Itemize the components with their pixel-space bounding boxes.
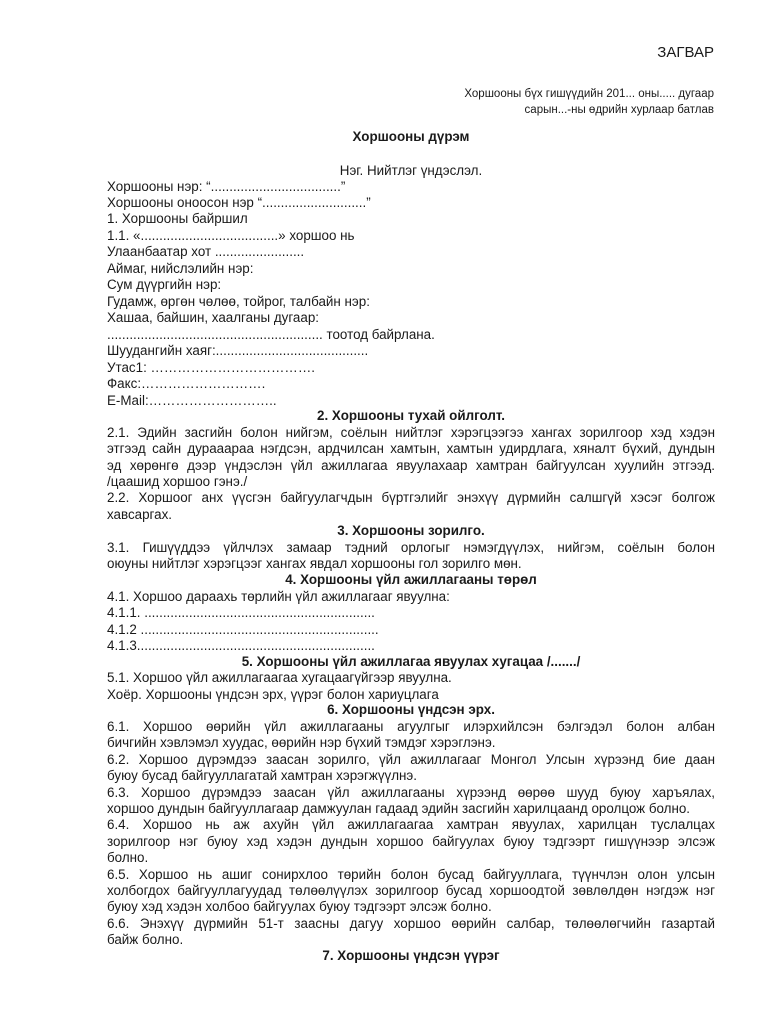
s4-line: 4.1.2 ................................................................ bbox=[107, 622, 379, 637]
s1-line: E-Mail:……………………….. bbox=[107, 393, 277, 408]
s1-line: Сум дүүргийн нэр: bbox=[107, 277, 222, 292]
section-7-heading: 7. Хоршооны үндсэн үүрэг bbox=[322, 948, 500, 963]
document-title: Хоршооны дүрэм bbox=[352, 129, 470, 144]
s6-p3-line: хоршоо дундын байгууллагаар дамжуулан гадаад эдийн засгийн харилцаанд оролцож болно. bbox=[107, 801, 691, 816]
section-6-heading: 6. Хоршооны үндсэн эрх. bbox=[327, 702, 495, 717]
s6-p6-line: байж болно. bbox=[107, 932, 184, 947]
s2-p2-line: хавсаргах. bbox=[107, 507, 172, 522]
chapter-2-heading: Хоёр. Хоршооны үндсэн эрх, үүрэг болон хариуцлага bbox=[107, 687, 439, 702]
s1-line: Шуудангийн хаяг:......................................... bbox=[107, 343, 369, 358]
s3-p1-line: оюуны нийтлэг хэрэгцээг хангах явдал хоршооны гол зорилго мөн. bbox=[107, 556, 522, 571]
s3-p1-line: 3.1. Гишүүддээ үйлчлэх замаар тэдний орлогыг нэмэгдүүлэх, нийгэм, соёлын болон bbox=[107, 540, 715, 555]
s6-p5-line: буюу хэд хэдэн холбоо байгуулах буюу тэдгээрт элсэж болно. bbox=[107, 899, 492, 914]
s1-line: .......................................................... тоотод байрлана. bbox=[107, 327, 435, 342]
s1-line: Хашаа, байшин, хаалганы дугаар: bbox=[107, 310, 319, 325]
template-label: ЗАГВАР bbox=[657, 44, 714, 61]
s2-p1-line: эд хөрөнгө дээр үндэслэн үйл ажиллагаа явуулахаар хамтран байгуулсан хуулийн этгээд. bbox=[107, 458, 715, 473]
s6-p1-line: 6.1. Хоршоо өөрийн үйл ажиллагааны агуулгыг илэрхийлсэн бэлгэдэл болон албан bbox=[107, 719, 715, 734]
s6-p2-line: 6.2. Хоршоо дүрэмдээ заасан зорилго, үйл ажиллагааг Монгол Улсын хүрээнд бие даан bbox=[107, 752, 715, 767]
s2-p2-line: 2.2. Хоршоог анх үүсгэн байгуулагчдын бүртгэлийг энэхүү дүрмийн салшгүй хэсэг болгож bbox=[107, 490, 715, 505]
s2-p1-line: /цаашид хоршоо гэнэ./ bbox=[107, 474, 248, 489]
s4-line: 4.1. Хоршоо дараахь төрлийн үйл ажиллагааг явуулна: bbox=[107, 589, 450, 604]
s6-p4-line: 6.4. Хоршоо нь аж ахуйн үйл ажиллагаагаа хамтран явуулах, харилцан туслалцах bbox=[107, 817, 715, 832]
s2-p1-line: этгээд сайн дурааараа нэгдсэн, ардчилсан хамтын, хамтын удирдлага, хяналт бүхий, дундын bbox=[107, 441, 715, 456]
s1-line: Аймаг, нийслэлийн нэр: bbox=[107, 261, 254, 276]
s6-p4-line: болно. bbox=[107, 850, 149, 865]
s1-line: Улаанбаатар хот ........................ bbox=[107, 244, 305, 259]
approval-line-1: Хоршооны бүх гишүүдийн 201... оны..... дугаар bbox=[464, 88, 714, 100]
s1-line: Хоршооны оноосон нэр “............................” bbox=[107, 195, 371, 210]
s2-p1-line: 2.1. Эдийн засгийн болон нийгэм, соёлын нийтлэг хэрэгцээгээ хангах зорилгоор хэд хэдэн bbox=[107, 425, 715, 440]
approval-line-2: сарын...-ны өдрийн хурлаар батлав bbox=[524, 104, 714, 116]
s1-line: Хоршооны нэр: “...................................” bbox=[107, 179, 346, 194]
section-2-heading: 2. Хоршооны тухай ойлголт. bbox=[317, 408, 505, 423]
section-5-heading: 5. Хоршооны үйл ажиллагаа явуулах хугацаа /......./ bbox=[241, 654, 581, 669]
s6-p6-line: 6.6. Энэхүү дүрмийн 51-т заасны дагуу хоршоо өөрийн салбар, төлөөлөгчийн газартай bbox=[107, 916, 715, 931]
s6-p2-line: буюу бусад байгууллагатай хамтран хэрэгжүүлнэ. bbox=[107, 768, 417, 783]
section-3-heading: 3. Хоршооны зорилго. bbox=[337, 523, 485, 538]
section-1-heading: Нэг. Нийтлэг үндэслэл. bbox=[339, 163, 483, 178]
s6-p5-line: 6.5. Хоршоо нь ашиг сонирхлоо төрийн болон бусад байгууллага, түүнчлэн олон улсын bbox=[107, 867, 715, 882]
s1-line: 1. Хоршооны байршил bbox=[107, 211, 248, 226]
s4-line: 4.1.3................................................................ bbox=[107, 638, 375, 653]
s6-p1-line: бичгийн хэвлэмэл хуудас, өөрийн нэр бүхий тэмдэг хэрэглэнэ. bbox=[107, 735, 496, 750]
s6-p3-line: 6.3. Хоршоо дүрэмдээ заасан үйл ажиллагааны хүрээнд өөрөө шууд буюу харъялах, bbox=[107, 785, 715, 800]
s6-p5-line: холбогдох байгууллагуудад төлөөлүүлэх зорилгоор бусад хоршоодтой зөвлөлдөн нэгдэж нэг bbox=[107, 883, 715, 898]
s6-p4-line: зорилгоор нэг буюу хэд хэдэн дундын хоршоо байгуулах буюу тэдгээрт гишүүнээр элсэж bbox=[107, 834, 715, 849]
section-4-heading: 4. Хоршооны үйл ажиллагааны төрөл bbox=[285, 572, 537, 587]
s5-line: 5.1. Хоршоо үйл ажиллагаагаа хугацаагүйгээр явуулна. bbox=[107, 670, 452, 685]
s4-line: 4.1.1. .............................................................. bbox=[107, 605, 375, 620]
s1-line: Утас1: ………………………………. bbox=[107, 360, 315, 375]
s1-line: Факс:………………………. bbox=[107, 376, 266, 391]
s1-line: Гудамж, өргөн чөлөө, тойрог, талбайн нэр: bbox=[107, 294, 370, 309]
s1-line: 1.1. «.....................................» хоршоо нь bbox=[107, 228, 355, 243]
